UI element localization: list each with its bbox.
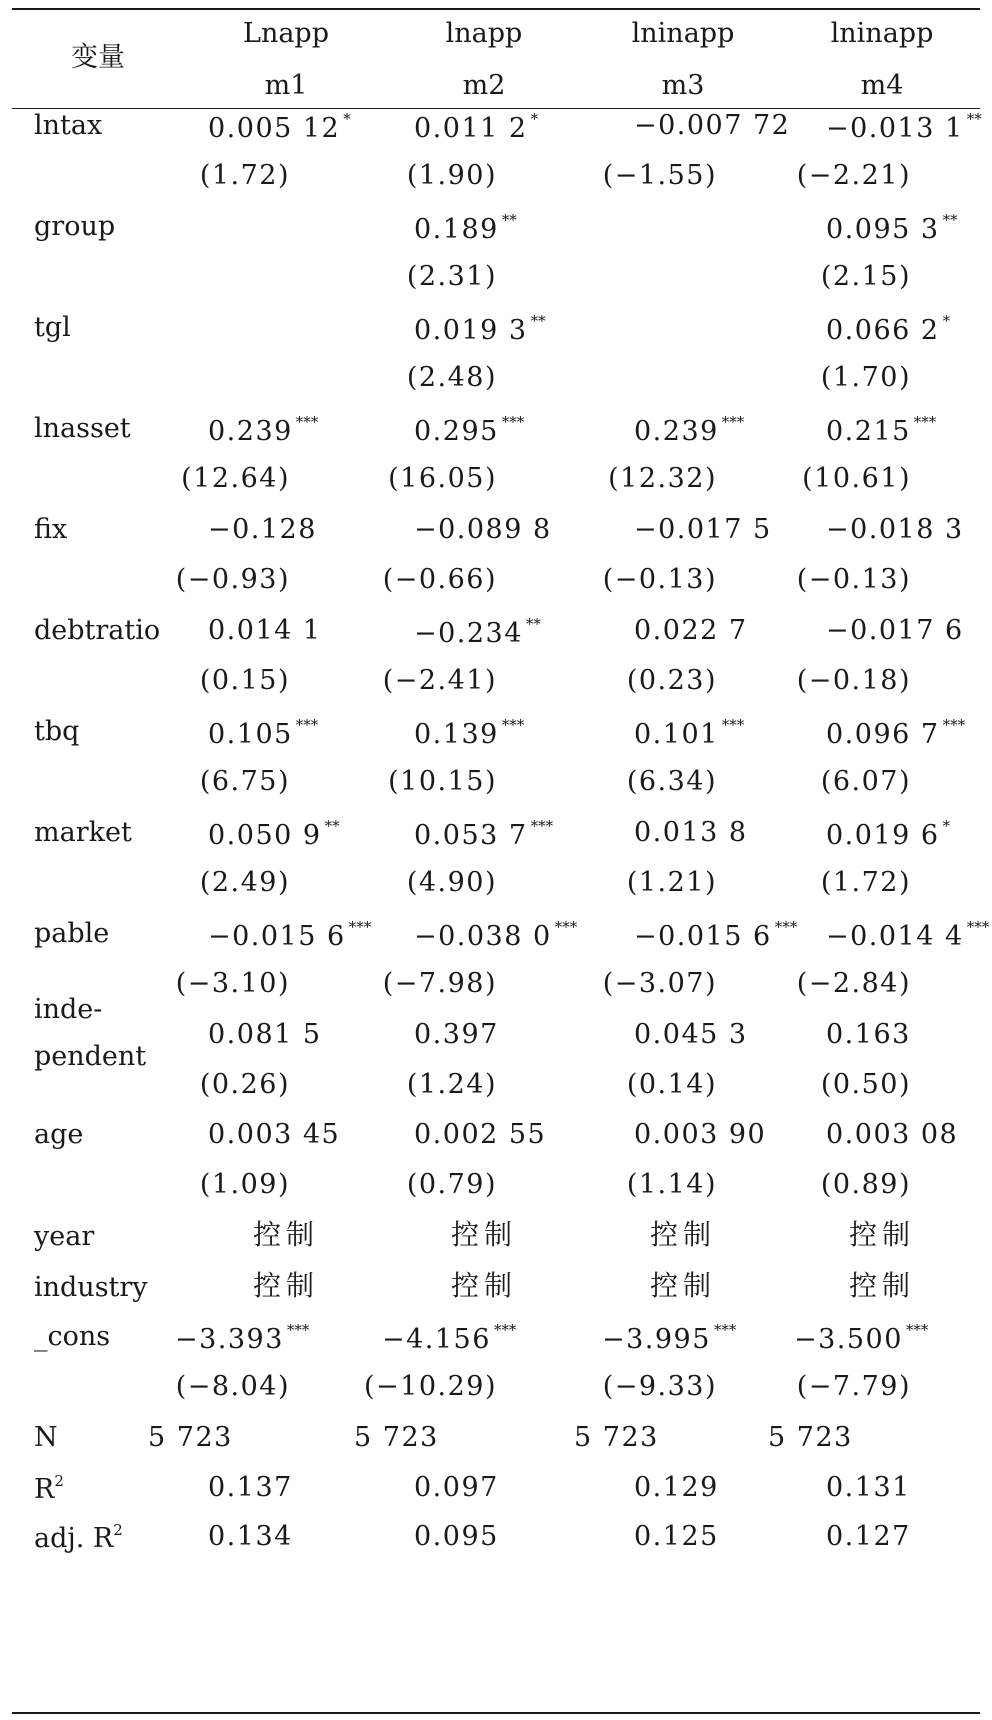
t-statistic-cell: (−7.98) (382, 968, 497, 999)
r-squared-value: 0.131 (826, 1472, 911, 1503)
coefficient-value: 0.045 3 (634, 1019, 748, 1050)
coefficient-cell (826, 819, 950, 849)
coefficient-cell (208, 112, 351, 142)
variable-name: debtratio (34, 615, 161, 646)
t-statistic-cell: (4.90) (406, 867, 497, 898)
coefficient-cell (826, 112, 982, 142)
variable-name: inde- (34, 994, 103, 1025)
t-statistic-cell: (0.79) (406, 1169, 497, 1200)
coefficient-value: −0.038 0 (414, 921, 552, 952)
t-statistic-cell: (2.48) (406, 362, 497, 393)
t-statistic-cell: (−10.29) (364, 1371, 497, 1402)
control-value: 控制 (649, 1269, 717, 1302)
coefficient-cell (208, 617, 322, 644)
coefficient-value: 0.066 2 (826, 315, 940, 346)
coefficient-value: −0.089 8 (414, 514, 552, 545)
t-statistic-cell: (0.14) (626, 1069, 717, 1100)
coefficient-value: −0.018 3 (826, 514, 964, 545)
coefficient-value: 0.019 3 (414, 315, 528, 346)
coefficient-cell (634, 112, 790, 139)
significance-stars: *** (554, 918, 578, 936)
t-statistic-cell: (6.75) (199, 766, 290, 797)
column-2-dependent: lnapp (445, 18, 523, 49)
coefficient-cell (414, 920, 577, 950)
coefficient-value: −0.013 1 (826, 113, 964, 144)
significance-stars: ** (530, 312, 546, 330)
coefficient-value: 0.005 12 (208, 113, 341, 144)
coefficient-value: 0.022 7 (634, 615, 748, 646)
coefficient-value: −0.015 6 (208, 921, 346, 952)
coefficient-value: 0.014 1 (208, 615, 322, 646)
significance-stars: *** (295, 716, 319, 734)
coefficient-value: −3.500 (794, 1324, 903, 1355)
coefficient-value: −4.156 (382, 1324, 491, 1355)
t-statistic-cell: (−3.10) (175, 968, 290, 999)
coefficient-value: 0.101 (634, 719, 719, 750)
coefficient-cell (175, 1323, 309, 1353)
t-statistic-cell: (−2.41) (382, 665, 497, 696)
significance-stars: *** (774, 918, 798, 936)
coefficient-cell (634, 718, 744, 748)
significance-stars: ** (501, 211, 517, 229)
coefficient-value: −3.995 (602, 1324, 711, 1355)
coefficient-cell (414, 1121, 546, 1148)
significance-stars: *** (493, 1321, 517, 1339)
coefficient-cell (208, 516, 317, 543)
t-statistic-cell: (10.61) (802, 463, 911, 494)
control-value: 控制 (450, 1218, 518, 1251)
table-header-rule (12, 108, 980, 109)
coefficient-value: −0.007 72 (634, 110, 791, 141)
significance-stars: *** (721, 716, 745, 734)
coefficient-cell (634, 920, 797, 950)
significance-stars: ** (324, 817, 340, 835)
control-value: 控制 (450, 1269, 518, 1302)
t-statistic-cell: (0.15) (199, 665, 290, 696)
coefficient-value: 0.189 (414, 214, 499, 245)
coefficient-cell (208, 718, 318, 748)
coefficient-value: 0.397 (414, 1019, 499, 1050)
variable-name: lnasset (34, 413, 131, 444)
variable-name: tgl (34, 312, 71, 343)
coefficient-cell (414, 314, 546, 344)
table-top-rule (12, 8, 980, 10)
r-squared-label (34, 1474, 64, 1503)
column-3-dependent: lninapp (631, 18, 735, 49)
coefficient-value: −0.017 6 (826, 615, 964, 646)
significance-stars: *** (713, 1321, 737, 1339)
t-statistic-cell: (−1.55) (602, 160, 717, 191)
coefficient-cell (826, 213, 958, 243)
significance-stars: *** (913, 413, 937, 431)
t-statistic-cell: (−0.93) (175, 564, 290, 595)
t-statistic-cell: (0.23) (626, 665, 717, 696)
t-statistic-cell: (16.05) (388, 463, 497, 494)
observations-value: 5 723 (768, 1422, 853, 1453)
adjusted-r-squared-value: 0.125 (634, 1521, 719, 1552)
coefficient-cell (414, 617, 541, 647)
r-squared-label-text: R (34, 1474, 55, 1505)
significance-stars: *** (286, 1321, 310, 1339)
coefficient-value: 0.295 (414, 416, 499, 447)
significance-stars: *** (721, 413, 745, 431)
coefficient-value: −0.014 4 (826, 921, 964, 952)
t-statistic-cell: (−2.21) (796, 160, 911, 191)
coefficient-cell (208, 415, 318, 445)
t-statistic-cell: (−0.18) (796, 665, 911, 696)
t-statistic-cell: (−0.13) (602, 564, 717, 595)
t-statistic-cell: (1.90) (406, 160, 497, 191)
coefficient-value: −0.015 6 (634, 921, 772, 952)
significance-stars: * (530, 110, 539, 128)
coefficient-cell (826, 617, 964, 644)
adjusted-r-squared-value: 0.095 (414, 1521, 499, 1552)
coefficient-value: 0.239 (634, 416, 719, 447)
coefficient-value: 0.105 (208, 719, 293, 750)
coefficient-cell (794, 1323, 928, 1353)
observations-label: N (34, 1422, 58, 1453)
coefficient-value: 0.011 2 (414, 113, 528, 144)
coefficient-cell (414, 819, 553, 849)
coefficient-value: −0.128 (208, 514, 317, 545)
variable-header: 变量 (71, 42, 125, 73)
coefficient-cell (602, 1323, 736, 1353)
adjusted-r-squared-value: 0.134 (208, 1521, 293, 1552)
t-statistic-cell: (1.14) (626, 1169, 717, 1200)
coefficient-value: 0.053 7 (414, 820, 528, 851)
coefficient-cell (634, 1121, 766, 1148)
r-squared-exponent: 2 (54, 1472, 64, 1490)
variable-name: tbq (34, 716, 80, 747)
variable-name-continued: pendent (34, 1041, 147, 1072)
t-statistic-cell: (2.31) (406, 261, 497, 292)
adjusted-r-squared-value: 0.127 (826, 1521, 911, 1552)
observations-value: 5 723 (574, 1422, 659, 1453)
t-statistic-cell: (−0.13) (796, 564, 911, 595)
significance-stars: * (942, 312, 951, 330)
significance-stars: *** (501, 413, 525, 431)
t-statistic-cell: (0.89) (820, 1169, 911, 1200)
control-name: year (34, 1221, 95, 1252)
t-statistic-cell: (1.72) (199, 160, 290, 191)
coefficient-cell (826, 1021, 911, 1048)
adjusted-r-squared-exponent: 2 (113, 1521, 123, 1539)
coefficient-value: 0.019 6 (826, 820, 940, 851)
coefficient-cell (826, 920, 989, 950)
coefficient-cell (634, 617, 748, 644)
coefficient-value: 0.215 (826, 416, 911, 447)
t-statistic-cell: (10.15) (388, 766, 497, 797)
column-1-model: m1 (264, 70, 308, 101)
coefficient-cell (634, 819, 748, 846)
coefficient-cell (414, 718, 524, 748)
t-statistic-cell: (1.70) (820, 362, 911, 393)
coefficient-cell (208, 920, 371, 950)
observations-value: 5 723 (148, 1422, 233, 1453)
t-statistic-cell: (1.21) (626, 867, 717, 898)
coefficient-cell (634, 415, 744, 445)
significance-stars: *** (501, 716, 525, 734)
t-statistic-cell: (6.34) (626, 766, 717, 797)
adjusted-r-squared-label-text: adj. R (34, 1523, 114, 1554)
coefficient-cell (382, 1323, 516, 1353)
coefficient-value: 0.239 (208, 416, 293, 447)
coefficient-cell (208, 1121, 340, 1148)
variable-name: _cons (34, 1321, 111, 1352)
t-statistic-cell: (−9.33) (602, 1371, 717, 1402)
coefficient-value: 0.003 90 (634, 1119, 767, 1150)
control-value: 控制 (649, 1218, 717, 1251)
t-statistic-cell: (−7.79) (796, 1371, 911, 1402)
coefficient-value: −3.393 (175, 1324, 284, 1355)
coefficient-cell (208, 1021, 322, 1048)
t-statistic-cell: (2.49) (199, 867, 290, 898)
variable-name: market (34, 817, 132, 848)
coefficient-value: 0.081 5 (208, 1019, 322, 1050)
coefficient-cell (414, 1021, 499, 1048)
table-bottom-rule (12, 1712, 980, 1714)
t-statistic-cell: (−2.84) (796, 968, 911, 999)
coefficient-value: 0.096 7 (826, 719, 940, 750)
column-2-model: m2 (462, 70, 506, 101)
significance-stars: *** (348, 918, 372, 936)
coefficient-cell (634, 516, 772, 543)
t-statistic-cell: (0.26) (199, 1069, 290, 1100)
coefficient-cell (414, 112, 538, 142)
observations-value: 5 723 (354, 1422, 439, 1453)
coefficient-cell (826, 1121, 958, 1148)
coefficient-cell (414, 415, 524, 445)
control-name: industry (34, 1272, 148, 1303)
coefficient-value: 0.013 8 (634, 817, 748, 848)
t-statistic-cell: (−8.04) (175, 1371, 290, 1402)
column-1-dependent: Lnapp (243, 18, 329, 49)
coefficient-value: 0.002 55 (414, 1119, 547, 1150)
t-statistic-cell: (1.24) (406, 1069, 497, 1100)
coefficient-value: 0.050 9 (208, 820, 322, 851)
control-value: 控制 (848, 1218, 916, 1251)
adjusted-r-squared-label (34, 1523, 123, 1552)
coefficient-value: 0.139 (414, 719, 499, 750)
significance-stars: *** (905, 1321, 929, 1339)
column-4-model: m4 (860, 70, 904, 101)
coefficient-cell (414, 213, 517, 243)
coefficient-cell (634, 1021, 748, 1048)
coefficient-cell (414, 516, 552, 543)
t-statistic-cell: (1.09) (199, 1169, 290, 1200)
significance-stars: *** (966, 918, 990, 936)
coefficient-value: −0.017 5 (634, 514, 772, 545)
coefficient-cell (826, 314, 950, 344)
significance-stars: ** (966, 110, 982, 128)
coefficient-cell (208, 819, 340, 849)
significance-stars: * (942, 817, 951, 835)
coefficient-value: −0.234 (414, 618, 523, 649)
t-statistic-cell: (−0.66) (382, 564, 497, 595)
variable-name: lntax (34, 110, 103, 141)
variable-name: fix (34, 514, 68, 545)
coefficient-value: 0.003 45 (208, 1119, 341, 1150)
significance-stars: ** (525, 615, 541, 633)
t-statistic-cell: (1.72) (820, 867, 911, 898)
coefficient-value: 0.095 3 (826, 214, 940, 245)
coefficient-value: 0.163 (826, 1019, 911, 1050)
significance-stars: * (343, 110, 351, 128)
coefficient-value: 0.003 08 (826, 1119, 959, 1150)
significance-stars: *** (530, 817, 554, 835)
variable-name: group (34, 211, 116, 242)
variable-name: age (34, 1119, 84, 1150)
control-value: 控制 (252, 1269, 320, 1302)
t-statistic-cell: (6.07) (820, 766, 911, 797)
t-statistic-cell: (12.32) (608, 463, 717, 494)
coefficient-cell (826, 415, 936, 445)
coefficient-cell (826, 718, 965, 748)
control-value: 控制 (848, 1269, 916, 1302)
r-squared-value: 0.129 (634, 1472, 719, 1503)
control-value: 控制 (252, 1218, 320, 1251)
significance-stars: *** (295, 413, 319, 431)
coefficient-cell (826, 516, 964, 543)
variable-name: pable (34, 918, 110, 949)
t-statistic-cell: (12.64) (181, 463, 290, 494)
t-statistic-cell: (0.50) (820, 1069, 911, 1100)
significance-stars: ** (942, 211, 958, 229)
column-3-model: m3 (661, 70, 705, 101)
column-4-dependent: lninapp (830, 18, 934, 49)
t-statistic-cell: (2.15) (820, 261, 911, 292)
t-statistic-cell: (−3.07) (602, 968, 717, 999)
r-squared-value: 0.097 (414, 1472, 499, 1503)
significance-stars: *** (942, 716, 966, 734)
r-squared-value: 0.137 (208, 1472, 293, 1503)
